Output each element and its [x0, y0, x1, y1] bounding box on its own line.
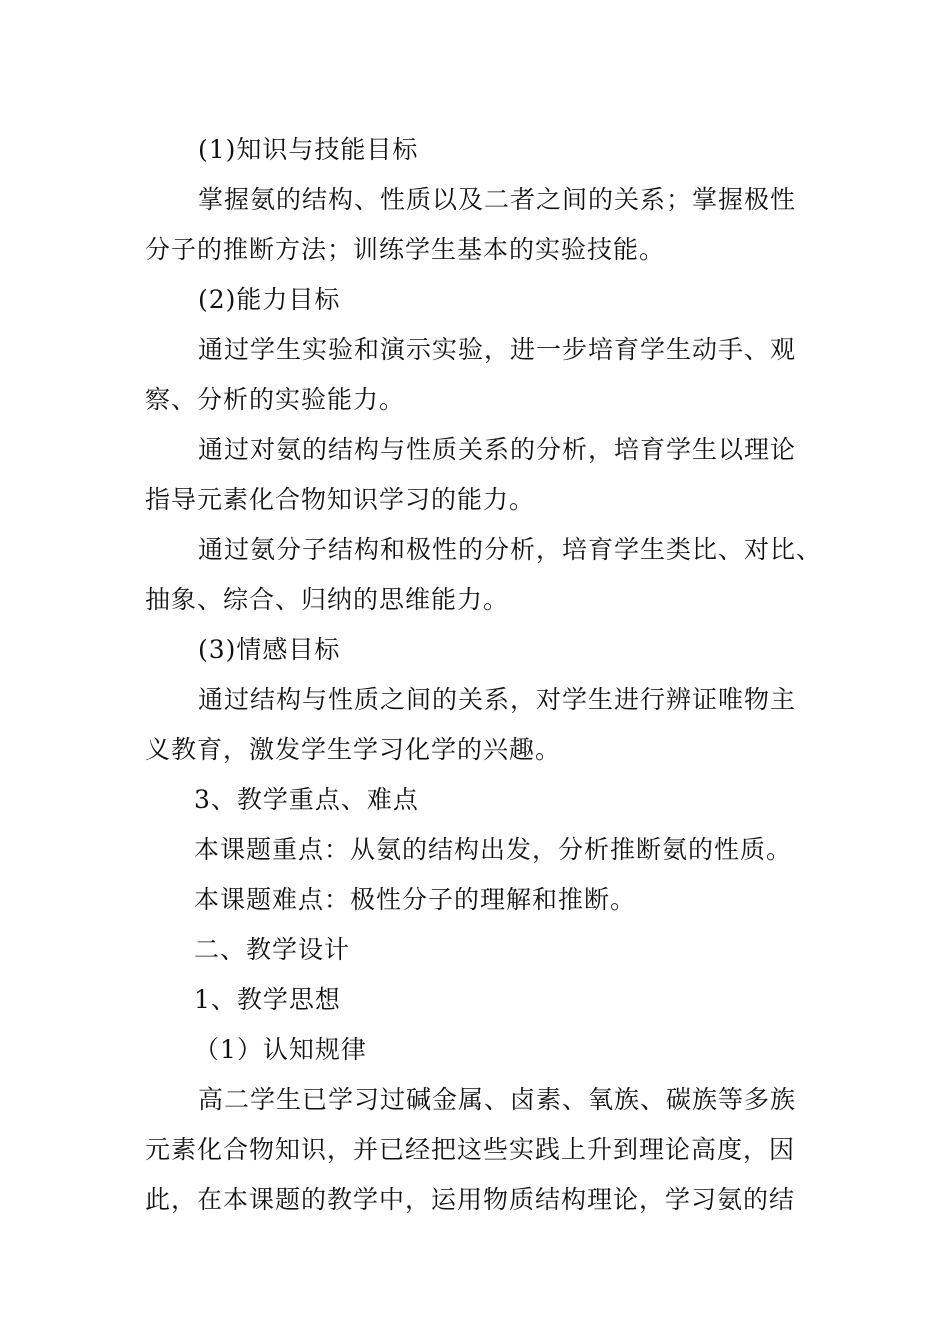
paragraph-line: 指导元素化合物知识学习的能力。	[145, 485, 536, 514]
paragraph-line: 通过学生实验和演示实验，进一步培育学生动手、观	[198, 335, 797, 364]
heading-teaching-philosophy: 1、教学思想	[194, 985, 341, 1014]
heading-ability-goals: (2)能力目标	[198, 285, 341, 314]
heading-knowledge-skill-goals: (1)知识与技能目标	[198, 135, 419, 164]
paragraph-line: 通过结构与性质之间的关系，对学生进行辨证唯物主	[198, 685, 797, 714]
paragraph-line: 抽象、综合、归纳的思维能力。	[145, 585, 510, 614]
paragraph-line: 分子的推断方法；训练学生基本的实验技能。	[145, 235, 666, 264]
paragraph-line: 元素化合物知识，并已经把这些实践上升到理论高度，因	[145, 1135, 796, 1164]
heading-emotional-goals: (3)情感目标	[198, 635, 341, 664]
heading-cognitive-rules: （1）认知规律	[194, 1035, 367, 1064]
paragraph-line: 本课题难点：极性分子的理解和推断。	[194, 885, 637, 914]
heading-teaching-design: 二、教学设计	[194, 935, 351, 964]
paragraph-line: 通过对氨的结构与性质关系的分析，培育学生以理论	[198, 435, 797, 464]
heading-key-points: 3、教学重点、难点	[194, 785, 419, 814]
paragraph-line: 此，在本课题的教学中，运用物质结构理论，学习氨的结	[145, 1185, 796, 1214]
paragraph-line: 本课题重点：从氨的结构出发，分析推断氨的性质。	[194, 835, 793, 864]
paragraph-line: 察、分析的实验能力。	[145, 385, 406, 414]
paragraph-line: 义教育，激发学生学习化学的兴趣。	[145, 735, 562, 764]
paragraph-line: 掌握氨的结构、性质以及二者之间的关系；掌握极性	[198, 185, 797, 214]
paragraph-line: 通过氨分子结构和极性的分析，培育学生类比、对比、	[198, 535, 823, 564]
paragraph-line: 高二学生已学习过碱金属、卤素、氧族、碳族等多族	[198, 1085, 797, 1114]
